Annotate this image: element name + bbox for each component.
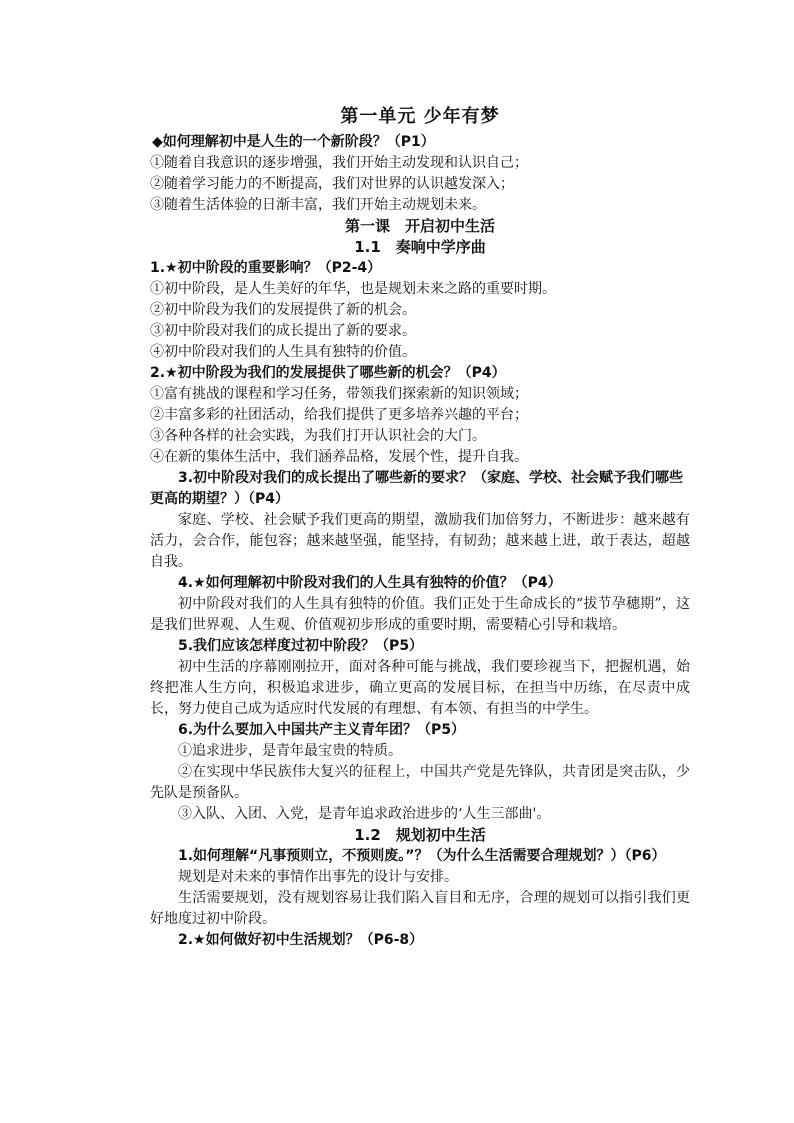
- intro-point: ③随着生活体验的日渐丰富，我们开始主动规划未来。: [150, 197, 486, 213]
- answer-point: ②丰富多彩的社团活动，给我们提供了更多培养兴趣的平台；: [150, 407, 528, 423]
- question-heading: 3.初中阶段对我们的成长提出了哪些新的要求？（家庭、学校、社会赋予我们哪些更高的期望？）（P4）: [150, 470, 684, 507]
- section-title: 1.1 奏响中学序曲: [354, 238, 486, 256]
- answer-point: ①追求进步，是青年最宝贵的特质。: [178, 743, 402, 759]
- intro-question: ◆如何理解初中是人生的一个新阶段？（P1）: [152, 134, 435, 150]
- answer-point: ③初中阶段对我们的成长提出了新的要求。: [150, 323, 416, 339]
- intro-point: ②随着学习能力的不断提高，我们对世界的认识越发深入；: [150, 176, 514, 192]
- question-heading: 5.我们应该怎样度过初中阶段？（P5）: [178, 638, 424, 654]
- question-heading: 6.为什么要加入中国共产主义青年团？（P5）: [178, 722, 466, 738]
- answer-paragraph: 初中生活的序幕刚刚拉开，面对各种可能与挑战，我们要珍视当下，把握机遇，始终把准人生方向，积极追求进步，确立更高的发展目标，在担当中历练，在尽责中成长，努力使自己成为适应时代发展的有理想、有本领、有担当的中学生。: [150, 659, 690, 717]
- answer-point: ②初中阶段为我们的发展提供了新的机会。: [150, 302, 416, 318]
- unit-title: 第一单元 少年有梦: [340, 106, 500, 127]
- answer-point: ④初中阶段对我们的人生具有独特的价值。: [150, 344, 416, 360]
- question-heading: 2.★初中阶段为我们的发展提供了哪些新的机会？（P4）: [150, 365, 506, 381]
- answer-point: ③入队、入团、入党，是青年追求政治进步的‘人生三部曲'。: [178, 806, 551, 822]
- intro-point: ①随着自我意识的逐步增强，我们开始主动发现和认识自己；: [150, 155, 528, 171]
- answer-point: ④在新的集体生活中，我们涵养品格，发展个性，提升自我。: [150, 449, 528, 465]
- question-heading: 4.★如何理解初中阶段对我们的人生具有独特的价值？（P4）: [178, 575, 562, 591]
- answer-point: ②在实现中华民族伟大复兴的征程上，中国共产党是先锋队，共青团是突击队，少先队是预备队。: [150, 764, 690, 801]
- answer-point: ①初中阶段，是人生美好的年华，也是规划未来之路的重要时期。: [150, 281, 556, 297]
- document-page: [150, 104, 690, 951]
- answer-paragraph: 生活需要规划，没有规划容易让我们陷入盲目和无序，合理的规划可以指引我们更好地度过初中阶段。: [150, 890, 690, 927]
- question-heading: 1.如何理解“凡事预则立，不预则废。”？（为什么生活需要合理规划？）（P6）: [178, 848, 666, 864]
- answer-paragraph: 初中阶段对我们的人生具有独特的价值。我们正处于生命成长的“拔节孕穗期”，这是我们世界观、人生观、价值观初步形成的重要时期，需要精心引导和栽培。: [150, 596, 690, 633]
- answer-point: ①富有挑战的课程和学习任务，带领我们探索新的知识领域；: [150, 386, 528, 402]
- answer-paragraph: 家庭、学校、社会赋予我们更高的期望，激励我们加倍努力，不断进步：越来越有活力，会合作，能包容；越来越坚强，能坚持，有韧劲；越来越上进，敢于表达，超越自我。: [150, 512, 690, 570]
- section-title: 1.2 规划初中生活: [354, 826, 486, 844]
- answer-paragraph: 规划是对未来的事情作出事先的设计与安排。: [178, 869, 458, 885]
- answer-point: ③各种各样的社会实践，为我们打开认识社会的大门。: [150, 428, 486, 444]
- question-heading: 2.★如何做好初中生活规划？（P6-8）: [178, 932, 424, 948]
- lesson-title: 第一课 开启初中生活: [344, 217, 495, 235]
- question-heading: 1.★初中阶段的重要影响？（P2-4）: [150, 260, 382, 276]
